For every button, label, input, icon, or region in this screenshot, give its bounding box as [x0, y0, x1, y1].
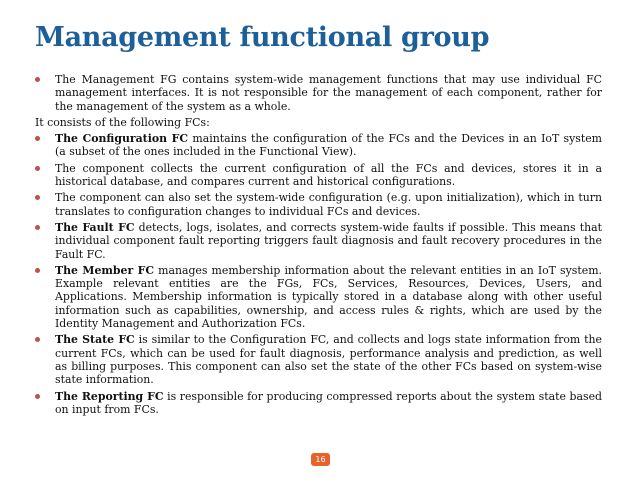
- item-text: is responsible for producing compressed reports about the system state based on input from FCs.: [55, 389, 603, 416]
- bullet-icon: [35, 337, 40, 342]
- list-item: [35, 333, 602, 386]
- page-title: Management functional group: [35, 22, 490, 53]
- list-item: [35, 162, 602, 189]
- bullet-icon: [35, 195, 40, 200]
- list-item: [35, 390, 602, 417]
- bullet-icon: [35, 77, 40, 82]
- list-heading: It consists of the following FCs:: [35, 115, 210, 129]
- page-number-badge: 16: [311, 453, 330, 466]
- list-item: [35, 264, 602, 330]
- item-text: The component can also set the system-wide configuration (e.g. upon initialization), which in turn translates to configuration changes to individual FCs and devices.: [55, 191, 602, 218]
- item-text: detects, logs, isolates, and corrects system-wide faults if possible. This means that individual component fault reporting triggers fault diagnosis and fault recovery procedures in the Fault FC.: [55, 220, 602, 261]
- item-text: maintains the configuration of the FCs and the Devices in an IoT system (a subset of the ones included in the Functional View).: [55, 132, 602, 159]
- list-item: [35, 221, 602, 261]
- item-bold-label: The Member FC: [55, 263, 155, 277]
- item-bold-label: The Configuration FC: [55, 132, 189, 146]
- intro-text: The Management FG contains system-wide management functions that may use individual FC management interfaces. It is not responsible for the management of each component, rather for the management of the system as a whole.: [55, 73, 602, 113]
- item-text: is similar to the Configuration FC, and collects and logs state information from the current FCs, which can be used for fault diagnosis, performance analysis and prediction, as well as billing purposes. This component can also set the state of the other FCs based on system-wise state information.: [55, 333, 602, 387]
- bullet-icon: [35, 136, 40, 141]
- item-bold-label: The State FC: [55, 333, 135, 347]
- list-item: [35, 132, 602, 159]
- slide-body: [35, 73, 602, 419]
- item-bold-label: The Reporting FC: [55, 389, 164, 403]
- item-text: The component collects the current configuration of all the FCs and devices, stores it in a historical database, and compares current and historical configurations.: [55, 161, 602, 189]
- bullet-icon: [35, 268, 40, 273]
- bullet-icon: [35, 166, 40, 171]
- bullet-icon: [35, 394, 40, 399]
- list-item: [35, 191, 602, 218]
- bullet-icon: [35, 225, 40, 230]
- item-text: manages membership information about the relevant entities in an IoT system. Example relevant entities are the FGs, FCs, Services, Resources, Devices, Users, and Applications. Membership information is typically stored in a database along with other useful information such as capabilities, ownership, and access rules & rights, which are used by the Identity Management and Authorization FCs.: [55, 263, 602, 331]
- item-bold-label: The Fault FC: [55, 220, 135, 234]
- intro-bullet: [35, 73, 602, 113]
